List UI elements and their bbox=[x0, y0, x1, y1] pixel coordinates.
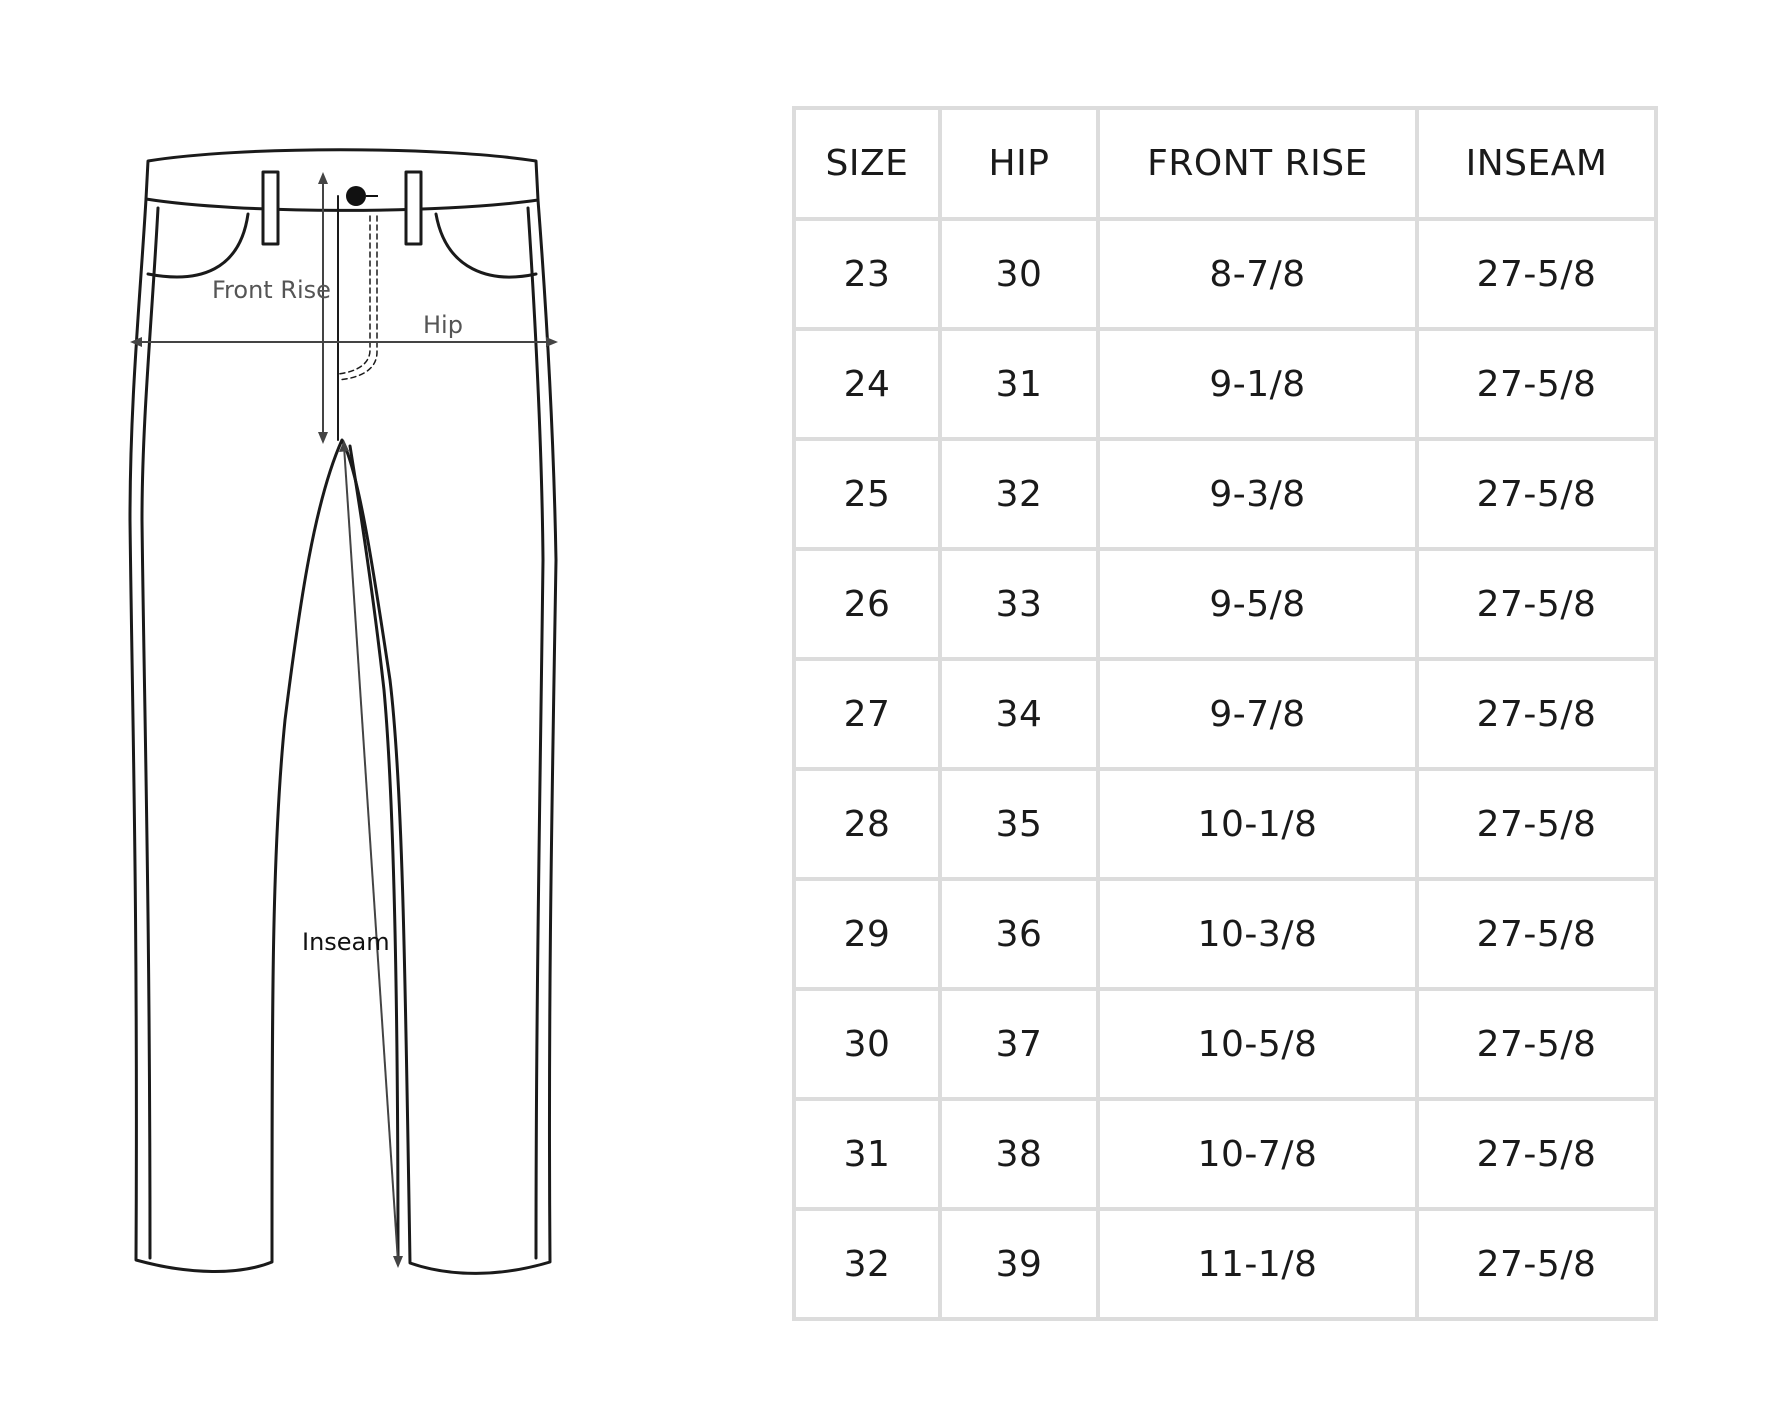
side-seam-left bbox=[142, 208, 158, 1258]
pants-measurement-diagram bbox=[0, 0, 640, 1428]
hip-label: Hip bbox=[423, 311, 463, 339]
column-header-size: SIZE bbox=[794, 108, 940, 219]
size-chart-table bbox=[792, 106, 1658, 1321]
cell-size: 26 bbox=[794, 549, 940, 659]
cell-front-rise: 8-7/8 bbox=[1098, 219, 1417, 329]
cell-inseam: 27-5/8 bbox=[1417, 1099, 1656, 1209]
table-row bbox=[794, 879, 1656, 989]
pocket-right bbox=[436, 214, 536, 277]
cell-size: 23 bbox=[794, 219, 940, 329]
cell-size: 29 bbox=[794, 879, 940, 989]
cell-size: 30 bbox=[794, 989, 940, 1099]
cell-front-rise: 9-7/8 bbox=[1098, 659, 1417, 769]
cell-front-rise: 10-1/8 bbox=[1098, 769, 1417, 879]
table-row bbox=[794, 989, 1656, 1099]
table-row bbox=[794, 439, 1656, 549]
cell-front-rise: 11-1/8 bbox=[1098, 1209, 1417, 1319]
cell-hip: 32 bbox=[940, 439, 1098, 549]
cell-hip: 34 bbox=[940, 659, 1098, 769]
pants-illustration bbox=[0, 0, 640, 1428]
cell-hip: 38 bbox=[940, 1099, 1098, 1209]
column-header-front-rise: FRONT RISE bbox=[1098, 108, 1417, 219]
cell-front-rise: 9-3/8 bbox=[1098, 439, 1417, 549]
table-header-row bbox=[794, 108, 1656, 219]
table-row bbox=[794, 659, 1656, 769]
cell-hip: 37 bbox=[940, 989, 1098, 1099]
arrowhead-front-rise-bottom bbox=[318, 432, 328, 444]
cell-front-rise: 9-5/8 bbox=[1098, 549, 1417, 659]
cell-front-rise: 10-3/8 bbox=[1098, 879, 1417, 989]
belt-loop-right bbox=[406, 172, 421, 244]
inseam-arrow bbox=[344, 446, 398, 1262]
waistband bbox=[146, 150, 538, 211]
arrowhead-hip-right bbox=[546, 337, 558, 347]
table-row bbox=[794, 219, 1656, 329]
cell-inseam: 27-5/8 bbox=[1417, 439, 1656, 549]
fly-stitch-inner bbox=[338, 216, 377, 380]
cell-front-rise: 10-7/8 bbox=[1098, 1099, 1417, 1209]
cell-front-rise: 10-5/8 bbox=[1098, 989, 1417, 1099]
pants-outline bbox=[130, 199, 556, 1273]
table-row bbox=[794, 1209, 1656, 1319]
cell-inseam: 27-5/8 bbox=[1417, 659, 1656, 769]
fly-stitch bbox=[338, 216, 370, 374]
cell-hip: 36 bbox=[940, 879, 1098, 989]
cell-size: 27 bbox=[794, 659, 940, 769]
cell-hip: 30 bbox=[940, 219, 1098, 329]
inseam-label: Inseam bbox=[302, 928, 390, 956]
button-icon bbox=[346, 186, 366, 206]
table-row bbox=[794, 1099, 1656, 1209]
cell-inseam: 27-5/8 bbox=[1417, 769, 1656, 879]
table-row bbox=[794, 769, 1656, 879]
cell-size: 24 bbox=[794, 329, 940, 439]
cell-inseam: 27-5/8 bbox=[1417, 329, 1656, 439]
arrowhead-front-rise-top bbox=[318, 172, 328, 184]
pocket-left bbox=[148, 214, 248, 277]
side-seam-right bbox=[528, 208, 543, 1258]
cell-hip: 31 bbox=[940, 329, 1098, 439]
cell-inseam: 27-5/8 bbox=[1417, 1209, 1656, 1319]
front-rise-label: Front Rise bbox=[212, 276, 331, 304]
cell-hip: 33 bbox=[940, 549, 1098, 659]
cell-hip: 35 bbox=[940, 769, 1098, 879]
belt-loop-left bbox=[263, 172, 278, 244]
column-header-inseam: INSEAM bbox=[1417, 108, 1656, 219]
table-row bbox=[794, 329, 1656, 439]
arrowhead-inseam-bottom bbox=[393, 1256, 403, 1268]
cell-front-rise: 9-1/8 bbox=[1098, 329, 1417, 439]
cell-hip: 39 bbox=[940, 1209, 1098, 1319]
cell-inseam: 27-5/8 bbox=[1417, 879, 1656, 989]
cell-inseam: 27-5/8 bbox=[1417, 219, 1656, 329]
table-row bbox=[794, 549, 1656, 659]
cell-size: 32 bbox=[794, 1209, 940, 1319]
cell-size: 25 bbox=[794, 439, 940, 549]
cell-size: 31 bbox=[794, 1099, 940, 1209]
cell-inseam: 27-5/8 bbox=[1417, 989, 1656, 1099]
column-header-hip: HIP bbox=[940, 108, 1098, 219]
cell-size: 28 bbox=[794, 769, 940, 879]
cell-inseam: 27-5/8 bbox=[1417, 549, 1656, 659]
